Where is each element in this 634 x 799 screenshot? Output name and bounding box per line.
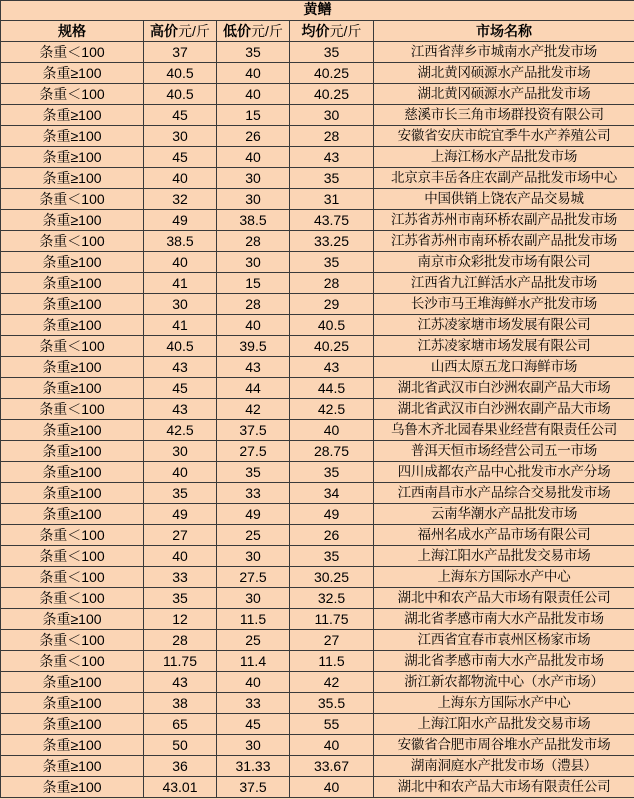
table-row [1, 399, 634, 420]
cell-market: 江苏凌家塘市场发展有限公司 [374, 315, 634, 336]
cell-avg-price: 40 [290, 777, 374, 798]
cell-spec: 条重≥100 [1, 126, 144, 147]
cell-spec: 条重≥100 [1, 315, 144, 336]
table-row [1, 357, 634, 378]
cell-spec: 条重＜100 [1, 630, 144, 651]
cell-avg-price: 35 [290, 462, 374, 483]
cell-low-price: 27.5 [217, 441, 290, 462]
cell-spec: 条重＜100 [1, 546, 144, 567]
table-row [1, 567, 634, 588]
cell-spec: 条重≥100 [1, 777, 144, 798]
cell-high-price: 43 [144, 399, 217, 420]
cell-spec: 条重≥100 [1, 63, 144, 84]
cell-high-price: 45 [144, 105, 217, 126]
table-row [1, 378, 634, 399]
cell-low-price: 33 [217, 693, 290, 714]
cell-avg-price: 11.5 [290, 651, 374, 672]
cell-high-price: 33 [144, 567, 217, 588]
cell-avg-price: 40.25 [290, 84, 374, 105]
table-row [1, 630, 634, 651]
cell-avg-price: 34 [290, 483, 374, 504]
cell-high-price: 43.01 [144, 777, 217, 798]
table-row [1, 441, 634, 462]
cell-high-price: 35 [144, 588, 217, 609]
cell-avg-price: 33.25 [290, 231, 374, 252]
cell-low-price: 37.5 [217, 777, 290, 798]
cell-spec: 条重≥100 [1, 252, 144, 273]
cell-low-price: 25 [217, 630, 290, 651]
cell-market: 上海东方国际水产中心 [374, 693, 634, 714]
table-title: 黄鳝 [1, 1, 634, 21]
cell-high-price: 40 [144, 168, 217, 189]
cell-spec: 条重＜100 [1, 336, 144, 357]
table-row [1, 42, 634, 63]
cell-market: 湖北省孝感市南大水产品批发市场 [374, 651, 634, 672]
cell-spec: 条重≥100 [1, 441, 144, 462]
cell-avg-price: 32.5 [290, 588, 374, 609]
cell-low-price: 30 [217, 735, 290, 756]
cell-avg-price: 40.25 [290, 63, 374, 84]
cell-avg-price: 40 [290, 735, 374, 756]
cell-market: 北京京丰岳各庄农副产品批发市场中心 [374, 168, 634, 189]
cell-market: 湖北中和农产品大市场有限责任公司 [374, 588, 634, 609]
cell-spec: 条重≥100 [1, 357, 144, 378]
table-row [1, 693, 634, 714]
cell-high-price: 45 [144, 378, 217, 399]
cell-avg-price: 27 [290, 630, 374, 651]
cell-low-price: 44 [217, 378, 290, 399]
cell-low-price: 35 [217, 462, 290, 483]
table-row [1, 546, 634, 567]
header-high-unit: 元/斤 [178, 23, 210, 39]
cell-market: 云南华潮水产品批发市场 [374, 504, 634, 525]
cell-market: 江西南昌市水产品综合交易批发市场 [374, 483, 634, 504]
cell-high-price: 49 [144, 210, 217, 231]
cell-high-price: 32 [144, 189, 217, 210]
cell-high-price: 49 [144, 504, 217, 525]
cell-market: 长沙市马王堆海鲜水产批发市场 [374, 294, 634, 315]
cell-spec: 条重＜100 [1, 84, 144, 105]
cell-market: 湖北省孝感市南大水产品批发市场 [374, 609, 634, 630]
cell-low-price: 25 [217, 525, 290, 546]
cell-spec: 条重≥100 [1, 420, 144, 441]
cell-low-price: 40 [217, 63, 290, 84]
cell-market: 山西太原五龙口海鲜市场 [374, 357, 634, 378]
cell-high-price: 11.75 [144, 651, 217, 672]
cell-avg-price: 35 [290, 252, 374, 273]
cell-market: 浙江新农都物流中心（水产市场） [374, 672, 634, 693]
table-row [1, 294, 634, 315]
cell-low-price: 33 [217, 483, 290, 504]
cell-market: 上海江阳水产品批发交易市场 [374, 714, 634, 735]
cell-high-price: 40 [144, 252, 217, 273]
cell-avg-price: 55 [290, 714, 374, 735]
cell-avg-price: 35 [290, 42, 374, 63]
cell-high-price: 40 [144, 462, 217, 483]
table-row [1, 63, 634, 84]
cell-avg-price: 49 [290, 504, 374, 525]
cell-spec: 条重≥100 [1, 210, 144, 231]
table-row [1, 483, 634, 504]
cell-low-price: 40 [217, 84, 290, 105]
cell-spec: 条重≥100 [1, 273, 144, 294]
cell-low-price: 49 [217, 504, 290, 525]
cell-high-price: 40 [144, 546, 217, 567]
table-body [1, 42, 634, 798]
cell-market: 上海江杨水产品批发市场 [374, 147, 634, 168]
table-row [1, 672, 634, 693]
cell-low-price: 15 [217, 273, 290, 294]
cell-spec: 条重＜100 [1, 189, 144, 210]
header-low-price [217, 21, 290, 42]
cell-spec: 条重≥100 [1, 168, 144, 189]
header-row [1, 21, 634, 42]
table-row [1, 84, 634, 105]
cell-high-price: 40.5 [144, 84, 217, 105]
cell-high-price: 36 [144, 756, 217, 777]
cell-low-price: 40 [217, 672, 290, 693]
table-row [1, 714, 634, 735]
cell-avg-price: 29 [290, 294, 374, 315]
cell-market: 江苏凌家塘市场发展有限公司 [374, 336, 634, 357]
table-row [1, 147, 634, 168]
table-row [1, 336, 634, 357]
cell-high-price: 50 [144, 735, 217, 756]
cell-high-price: 38 [144, 693, 217, 714]
cell-high-price: 40.5 [144, 336, 217, 357]
cell-high-price: 41 [144, 315, 217, 336]
title-row [1, 1, 634, 21]
cell-avg-price: 35 [290, 546, 374, 567]
cell-market: 上海东方国际水产中心 [374, 567, 634, 588]
header-high-label: 高价 [150, 23, 179, 39]
header-avg-price [290, 21, 374, 42]
cell-avg-price: 31 [290, 189, 374, 210]
cell-low-price: 27.5 [217, 567, 290, 588]
cell-spec: 条重≥100 [1, 609, 144, 630]
header-low-unit: 元/斤 [251, 23, 283, 39]
cell-low-price: 15 [217, 105, 290, 126]
table-row [1, 168, 634, 189]
cell-avg-price: 26 [290, 525, 374, 546]
table-row [1, 609, 634, 630]
table-row [1, 273, 634, 294]
cell-avg-price: 43.75 [290, 210, 374, 231]
cell-low-price: 45 [217, 714, 290, 735]
cell-market: 江苏省苏州市南环桥农副产品批发市场 [374, 210, 634, 231]
cell-avg-price: 30 [290, 105, 374, 126]
cell-market: 安徽省合肥市周谷堆水产品批发市场 [374, 735, 634, 756]
cell-spec: 条重≥100 [1, 462, 144, 483]
cell-market: 中国供销上饶农产品交易城 [374, 189, 634, 210]
cell-high-price: 12 [144, 609, 217, 630]
cell-market: 乌鲁木齐北园春果业经营有限责任公司 [374, 420, 634, 441]
table-row [1, 504, 634, 525]
cell-low-price: 11.4 [217, 651, 290, 672]
cell-high-price: 27 [144, 525, 217, 546]
cell-low-price: 40 [217, 315, 290, 336]
cell-high-price: 43 [144, 672, 217, 693]
cell-spec: 条重＜100 [1, 588, 144, 609]
cell-market: 安徽省安庆市皖宜季牛水产养殖公司 [374, 126, 634, 147]
cell-avg-price: 28 [290, 273, 374, 294]
cell-low-price: 30 [217, 189, 290, 210]
cell-high-price: 28 [144, 630, 217, 651]
header-high-price [144, 21, 217, 42]
cell-low-price: 30 [217, 546, 290, 567]
header-market: 市场名称 [374, 21, 634, 42]
cell-high-price: 40.5 [144, 63, 217, 84]
cell-low-price: 28 [217, 231, 290, 252]
cell-spec: 条重≥100 [1, 483, 144, 504]
cell-low-price: 40 [217, 147, 290, 168]
cell-market: 湖北黄冈硕源水产品批发市场 [374, 63, 634, 84]
cell-avg-price: 43 [290, 147, 374, 168]
cell-spec: 条重≥100 [1, 714, 144, 735]
cell-low-price: 35 [217, 42, 290, 63]
cell-low-price: 26 [217, 126, 290, 147]
cell-market: 慈溪市长三角市场群投资有限公司 [374, 105, 634, 126]
table-row [1, 777, 634, 798]
table-row [1, 126, 634, 147]
cell-high-price: 30 [144, 441, 217, 462]
cell-high-price: 38.5 [144, 231, 217, 252]
cell-low-price: 43 [217, 357, 290, 378]
cell-high-price: 43 [144, 357, 217, 378]
cell-high-price: 30 [144, 294, 217, 315]
cell-spec: 条重＜100 [1, 525, 144, 546]
table-row [1, 462, 634, 483]
cell-market: 江西省宜春市袁州区杨家市场 [374, 630, 634, 651]
header-low-label: 低价 [223, 23, 252, 39]
cell-spec: 条重≥100 [1, 735, 144, 756]
header-avg-label: 均价 [301, 23, 330, 39]
cell-spec: 条重＜100 [1, 399, 144, 420]
cell-avg-price: 28.75 [290, 441, 374, 462]
cell-low-price: 31.33 [217, 756, 290, 777]
table-row [1, 189, 634, 210]
cell-spec: 条重≥100 [1, 105, 144, 126]
cell-low-price: 30 [217, 588, 290, 609]
cell-market: 湖北省武汉市白沙洲农副产品大市场 [374, 378, 634, 399]
cell-low-price: 11.5 [217, 609, 290, 630]
cell-high-price: 65 [144, 714, 217, 735]
table-row [1, 210, 634, 231]
cell-market: 湖北中和农产品大市场有限责任公司 [374, 777, 634, 798]
cell-high-price: 35 [144, 483, 217, 504]
table-row [1, 105, 634, 126]
cell-high-price: 41 [144, 273, 217, 294]
table-row [1, 756, 634, 777]
cell-spec: 条重＜100 [1, 567, 144, 588]
cell-market: 江西省九江鲜活水产品批发市场 [374, 273, 634, 294]
cell-high-price: 42.5 [144, 420, 217, 441]
cell-spec: 条重≥100 [1, 693, 144, 714]
cell-market: 福州名成水产品市场有限公司 [374, 525, 634, 546]
cell-spec: 条重＜100 [1, 231, 144, 252]
cell-avg-price: 40.25 [290, 336, 374, 357]
cell-spec: 条重≥100 [1, 147, 144, 168]
cell-spec: 条重≥100 [1, 672, 144, 693]
cell-avg-price: 43 [290, 357, 374, 378]
header-avg-unit: 元/斤 [329, 23, 362, 39]
cell-avg-price: 11.75 [290, 609, 374, 630]
table-row [1, 420, 634, 441]
cell-avg-price: 30.25 [290, 567, 374, 588]
cell-spec: 条重＜100 [1, 42, 144, 63]
cell-market: 湖南洞庭水产批发市场（澧县） [374, 756, 634, 777]
cell-avg-price: 40 [290, 420, 374, 441]
table-row [1, 735, 634, 756]
cell-avg-price: 28 [290, 126, 374, 147]
cell-market: 江苏省苏州市南环桥农副产品批发市场 [374, 231, 634, 252]
table-row [1, 252, 634, 273]
cell-low-price: 28 [217, 294, 290, 315]
cell-high-price: 45 [144, 147, 217, 168]
cell-low-price: 42 [217, 399, 290, 420]
table-row [1, 231, 634, 252]
cell-avg-price: 35 [290, 168, 374, 189]
cell-market: 普洱天恒市场经营公司五一市场 [374, 441, 634, 462]
cell-low-price: 30 [217, 252, 290, 273]
cell-avg-price: 40.5 [290, 315, 374, 336]
cell-spec: 条重≥100 [1, 504, 144, 525]
cell-avg-price: 42.5 [290, 399, 374, 420]
cell-market: 江西省萍乡市城南水产批发市场 [374, 42, 634, 63]
cell-avg-price: 35.5 [290, 693, 374, 714]
table-row [1, 651, 634, 672]
cell-market: 湖北省武汉市白沙洲农副产品大市场 [374, 399, 634, 420]
header-spec: 规格 [1, 21, 144, 42]
cell-spec: 条重≥100 [1, 378, 144, 399]
cell-avg-price: 44.5 [290, 378, 374, 399]
cell-low-price: 39.5 [217, 336, 290, 357]
cell-spec: 条重＜100 [1, 651, 144, 672]
cell-spec: 条重≥100 [1, 294, 144, 315]
cell-high-price: 37 [144, 42, 217, 63]
cell-low-price: 30 [217, 168, 290, 189]
cell-avg-price: 33.67 [290, 756, 374, 777]
cell-market: 四川成都农产品中心批发市水产分场 [374, 462, 634, 483]
table-row [1, 525, 634, 546]
table-row [1, 315, 634, 336]
cell-market: 上海江阳水产品批发交易市场 [374, 546, 634, 567]
cell-avg-price: 42 [290, 672, 374, 693]
cell-market: 湖北黄冈硕源水产品批发市场 [374, 84, 634, 105]
cell-high-price: 30 [144, 126, 217, 147]
cell-low-price: 38.5 [217, 210, 290, 231]
cell-spec: 条重≥100 [1, 756, 144, 777]
cell-market: 南京市众彩批发市场有限公司 [374, 252, 634, 273]
table-row [1, 588, 634, 609]
cell-low-price: 37.5 [217, 420, 290, 441]
